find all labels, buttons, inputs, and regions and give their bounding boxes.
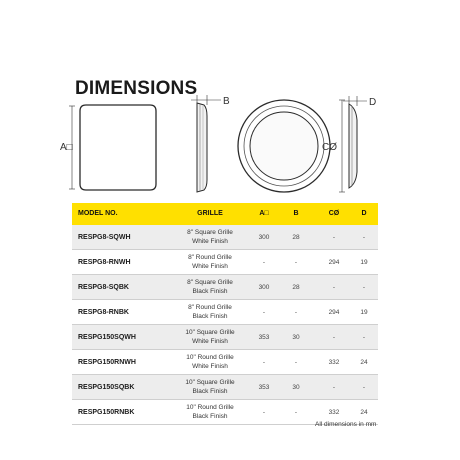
table-row — [72, 325, 378, 350]
round-grille-front — [238, 100, 330, 192]
value-a: - — [262, 309, 266, 316]
dimensions-table — [72, 203, 378, 425]
model-number: RESPG8-RNBK — [78, 309, 129, 316]
round-grille-side — [349, 104, 357, 188]
model-number: RESPG8-SQBK — [78, 284, 129, 291]
header-c: CØ — [328, 210, 340, 217]
value-d: - — [362, 334, 366, 341]
square-grille-side — [197, 103, 207, 192]
table-row — [72, 300, 378, 325]
value-c: 332 — [328, 409, 340, 416]
value-b: - — [294, 309, 298, 316]
grille-description — [168, 353, 252, 371]
value-a: 353 — [258, 384, 270, 391]
dimension-d-label: D — [369, 97, 377, 108]
value-c: - — [332, 234, 336, 241]
header-model: MODEL NO. — [78, 210, 118, 217]
grille-description — [168, 303, 252, 321]
value-d: 24 — [360, 359, 368, 366]
value-a: 300 — [258, 284, 270, 291]
grille-finish: White Finish — [192, 363, 228, 370]
value-a: - — [262, 259, 266, 266]
table-row — [72, 250, 378, 275]
value-b: 28 — [292, 234, 300, 241]
grille-finish: Black Finish — [192, 413, 228, 420]
value-b: 28 — [292, 284, 300, 291]
grille-type: 8" Square Grille — [187, 279, 233, 286]
model-number: RESPG8-RNWH — [78, 259, 131, 266]
model-number: RESPG8-SQWH — [78, 234, 131, 241]
value-b: 30 — [292, 334, 300, 341]
table-body — [72, 225, 378, 425]
table-row — [72, 375, 378, 400]
grille-description — [168, 378, 252, 396]
value-d: - — [362, 234, 366, 241]
grille-type: 10" Square Grille — [185, 329, 235, 336]
grille-description — [168, 278, 252, 296]
grille-type: 10" Round Grille — [186, 354, 234, 361]
value-b: - — [294, 359, 298, 366]
value-a: - — [262, 409, 266, 416]
page-title: DIMENSIONS — [75, 78, 198, 99]
table-row — [72, 350, 378, 375]
grille-finish: White Finish — [192, 338, 228, 345]
header-grille: GRILLE — [197, 210, 223, 217]
grille-type: 10" Round Grille — [186, 404, 234, 411]
square-grille-front — [80, 105, 156, 190]
grille-finish: Black Finish — [192, 288, 228, 295]
grille-description — [168, 328, 252, 346]
value-a: 300 — [258, 234, 270, 241]
grille-type: 8" Round Grille — [188, 304, 232, 311]
value-d: 19 — [360, 309, 368, 316]
value-a: - — [262, 359, 266, 366]
header-d: D — [361, 210, 367, 217]
value-b: - — [294, 259, 298, 266]
grille-finish: White Finish — [192, 238, 228, 245]
model-number: RESPG150SQWH — [78, 334, 136, 341]
grille-type: 10" Square Grille — [185, 379, 235, 386]
model-number: RESPG150RNWH — [78, 359, 136, 366]
table-header — [72, 203, 378, 225]
dimension-b-marker — [191, 95, 221, 105]
grille-description — [168, 253, 252, 271]
value-d: 19 — [360, 259, 368, 266]
grille-type: 8" Round Grille — [188, 254, 232, 261]
dimension-a-label: A□ — [60, 142, 73, 153]
grille-finish: White Finish — [192, 263, 228, 270]
value-d: 24 — [360, 409, 368, 416]
value-c: - — [332, 284, 336, 291]
grille-finish: Black Finish — [192, 313, 228, 320]
table-row — [72, 225, 378, 250]
header-b: B — [293, 210, 299, 217]
grille-type: 8" Square Grille — [187, 229, 233, 236]
value-c: 294 — [328, 259, 340, 266]
value-b: 30 — [292, 384, 300, 391]
grille-finish: Black Finish — [192, 388, 228, 395]
value-c: 294 — [328, 309, 340, 316]
value-c: 332 — [328, 359, 340, 366]
grille-description — [168, 403, 252, 421]
units-footnote: All dimensions in mm — [315, 421, 377, 428]
value-d: - — [362, 284, 366, 291]
model-number: RESPG150SQBK — [78, 384, 135, 391]
value-b: - — [294, 409, 298, 416]
grille-description — [168, 228, 252, 246]
value-a: 353 — [258, 334, 270, 341]
dimension-c-label: CØ — [322, 142, 337, 153]
value-c: - — [332, 334, 336, 341]
value-d: - — [362, 384, 366, 391]
header-a: A□ — [259, 210, 269, 217]
table-row — [72, 275, 378, 300]
dimension-b-label: B — [223, 96, 230, 107]
model-number: RESPG150RNBK — [78, 409, 135, 416]
value-c: - — [332, 384, 336, 391]
dimension-c-marker — [339, 100, 345, 192]
dimension-d-marker — [343, 96, 367, 106]
